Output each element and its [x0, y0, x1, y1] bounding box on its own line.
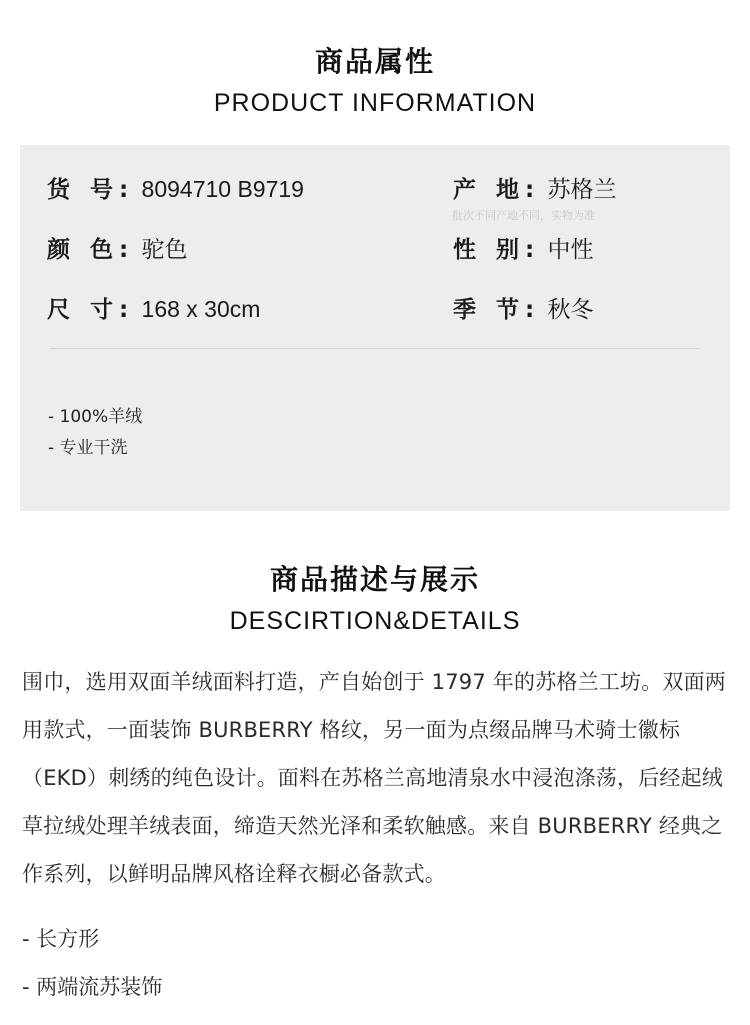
field-value: 8094710 B9719: [141, 176, 304, 202]
description-body: 围巾，选用双面羊绒面料打造，产自始创于 1797 年的苏格兰工坊。双面两用款式，一面装饰 BURBERRY 格纹，另一面为点缀品牌马术骑士徽标（EKD）刺绣的纯色设计。面料在苏格兰高地清泉水中浸泡涤荡，后经起绒草拉绒处理羊绒表面，缔造天然光泽和柔软触感。来自 BURBERRY 经典之作系列，以鲜明品牌风格诠释衣橱必备款式。: [22, 670, 726, 886]
field-label: 尺 寸:: [47, 297, 135, 323]
field-item-number: [47, 171, 304, 204]
field-value: 秋冬: [547, 296, 594, 322]
detail-bullet: - 长方形: [22, 927, 100, 951]
divider: [50, 348, 700, 349]
field-season: [453, 291, 594, 324]
feature-item: - 专业干洗: [48, 438, 128, 458]
field-label: 产 地:: [453, 177, 541, 203]
field-color: [47, 231, 188, 264]
field-value: 168 x 30cm: [141, 296, 261, 322]
field-value: 苏格兰: [547, 176, 617, 202]
field-label: 颜 色:: [47, 237, 135, 263]
origin-note: 批次不同产地不同，实物为准: [452, 209, 595, 222]
detail-bullet: - 两端流苏装饰: [22, 975, 163, 999]
field-label: 季 节:: [453, 297, 541, 323]
field-label: 性 别:: [453, 237, 541, 263]
field-gender: [453, 231, 594, 264]
feature-item: - 100%羊绒: [48, 407, 143, 427]
description-title-cn: 商品描述与展示: [269, 563, 480, 596]
description-title-en: DESCIRTION&DETAILS: [229, 607, 521, 635]
field-origin: [453, 171, 617, 204]
product-info-panel: [20, 145, 730, 511]
field-label: 货 号:: [47, 177, 135, 203]
field-value: 中性: [547, 236, 594, 262]
product-info-title-cn: 商品属性: [314, 45, 435, 78]
product-info-title-en: PRODUCT INFORMATION: [213, 89, 537, 117]
field-value: 驼色: [141, 236, 188, 262]
field-size: [47, 291, 260, 324]
